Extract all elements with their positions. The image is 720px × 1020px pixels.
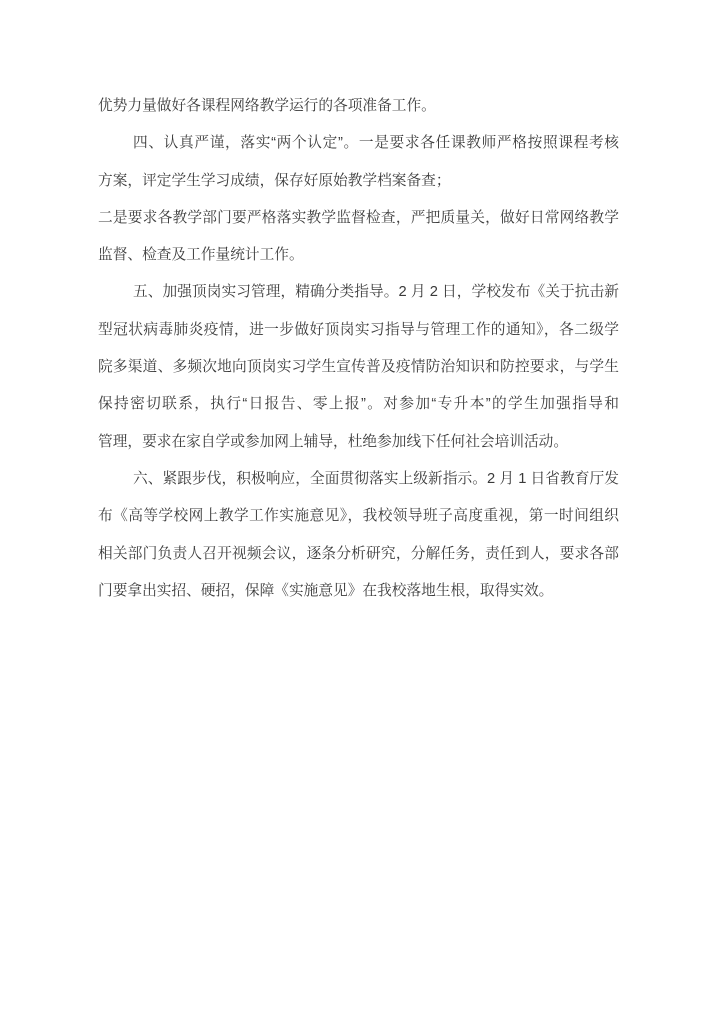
text-line: 院多渠道、多频次地向顶岗实习学生宣传普及疫情防治知识和防控要求，与学生 (98, 359, 619, 376)
text-line: 管理，要求在家自学或参加网上辅导，杜绝参加线下任何社会培训活动。 (98, 433, 569, 450)
text-line: 四、认真严谨，落实“两个认定”。一是要求各任课教师严格按照课程考核 (133, 135, 619, 152)
text-line: 二是要求各教学部门要严格落实教学监督检查，严把质量关，做好日常网络教学 (98, 209, 619, 226)
paragraph (98, 200, 619, 275)
document-text (98, 88, 619, 610)
text-line: 保持密切联系，执行“日报告、零上报”。对参加“专升本”的学生加强指导和 (98, 396, 619, 413)
text-line: 相关部门负责人召开视频会议，逐条分析研究，分解任务，责任到人，要求各部 (98, 545, 619, 562)
paragraph (98, 88, 619, 125)
text-line: 门要拿出实招、硬招，保障《实施意见》在我校落地生根，取得实效。 (98, 582, 554, 599)
text-line: 五、加强顶岗实习管理，精确分类指导。2 月 2 日，学校发布《关于抗击新 (133, 284, 619, 301)
paragraph (98, 274, 619, 460)
text-line: 监督、检查及工作量统计工作。 (98, 247, 304, 264)
text-line: 方案，评定学生学习成绩，保存好原始教学档案备查； (98, 172, 451, 189)
paragraph (98, 125, 619, 200)
paragraph (98, 461, 619, 610)
text-line: 型冠状病毒肺炎疫情，进一步做好顶岗实习指导与管理工作的通知》，各二级学 (98, 321, 619, 338)
text-line: 布《高等学校网上教学工作实施意见》，我校领导班子高度重视，第一时间组织 (98, 508, 619, 525)
text-line: 优势力量做好各课程网络教学运行的各项准备工作。 (98, 98, 436, 114)
text-line: 六、紧跟步伐，积极响应，全面贯彻落实上级新指示。2 月 1 日省教育厅发 (133, 470, 619, 487)
